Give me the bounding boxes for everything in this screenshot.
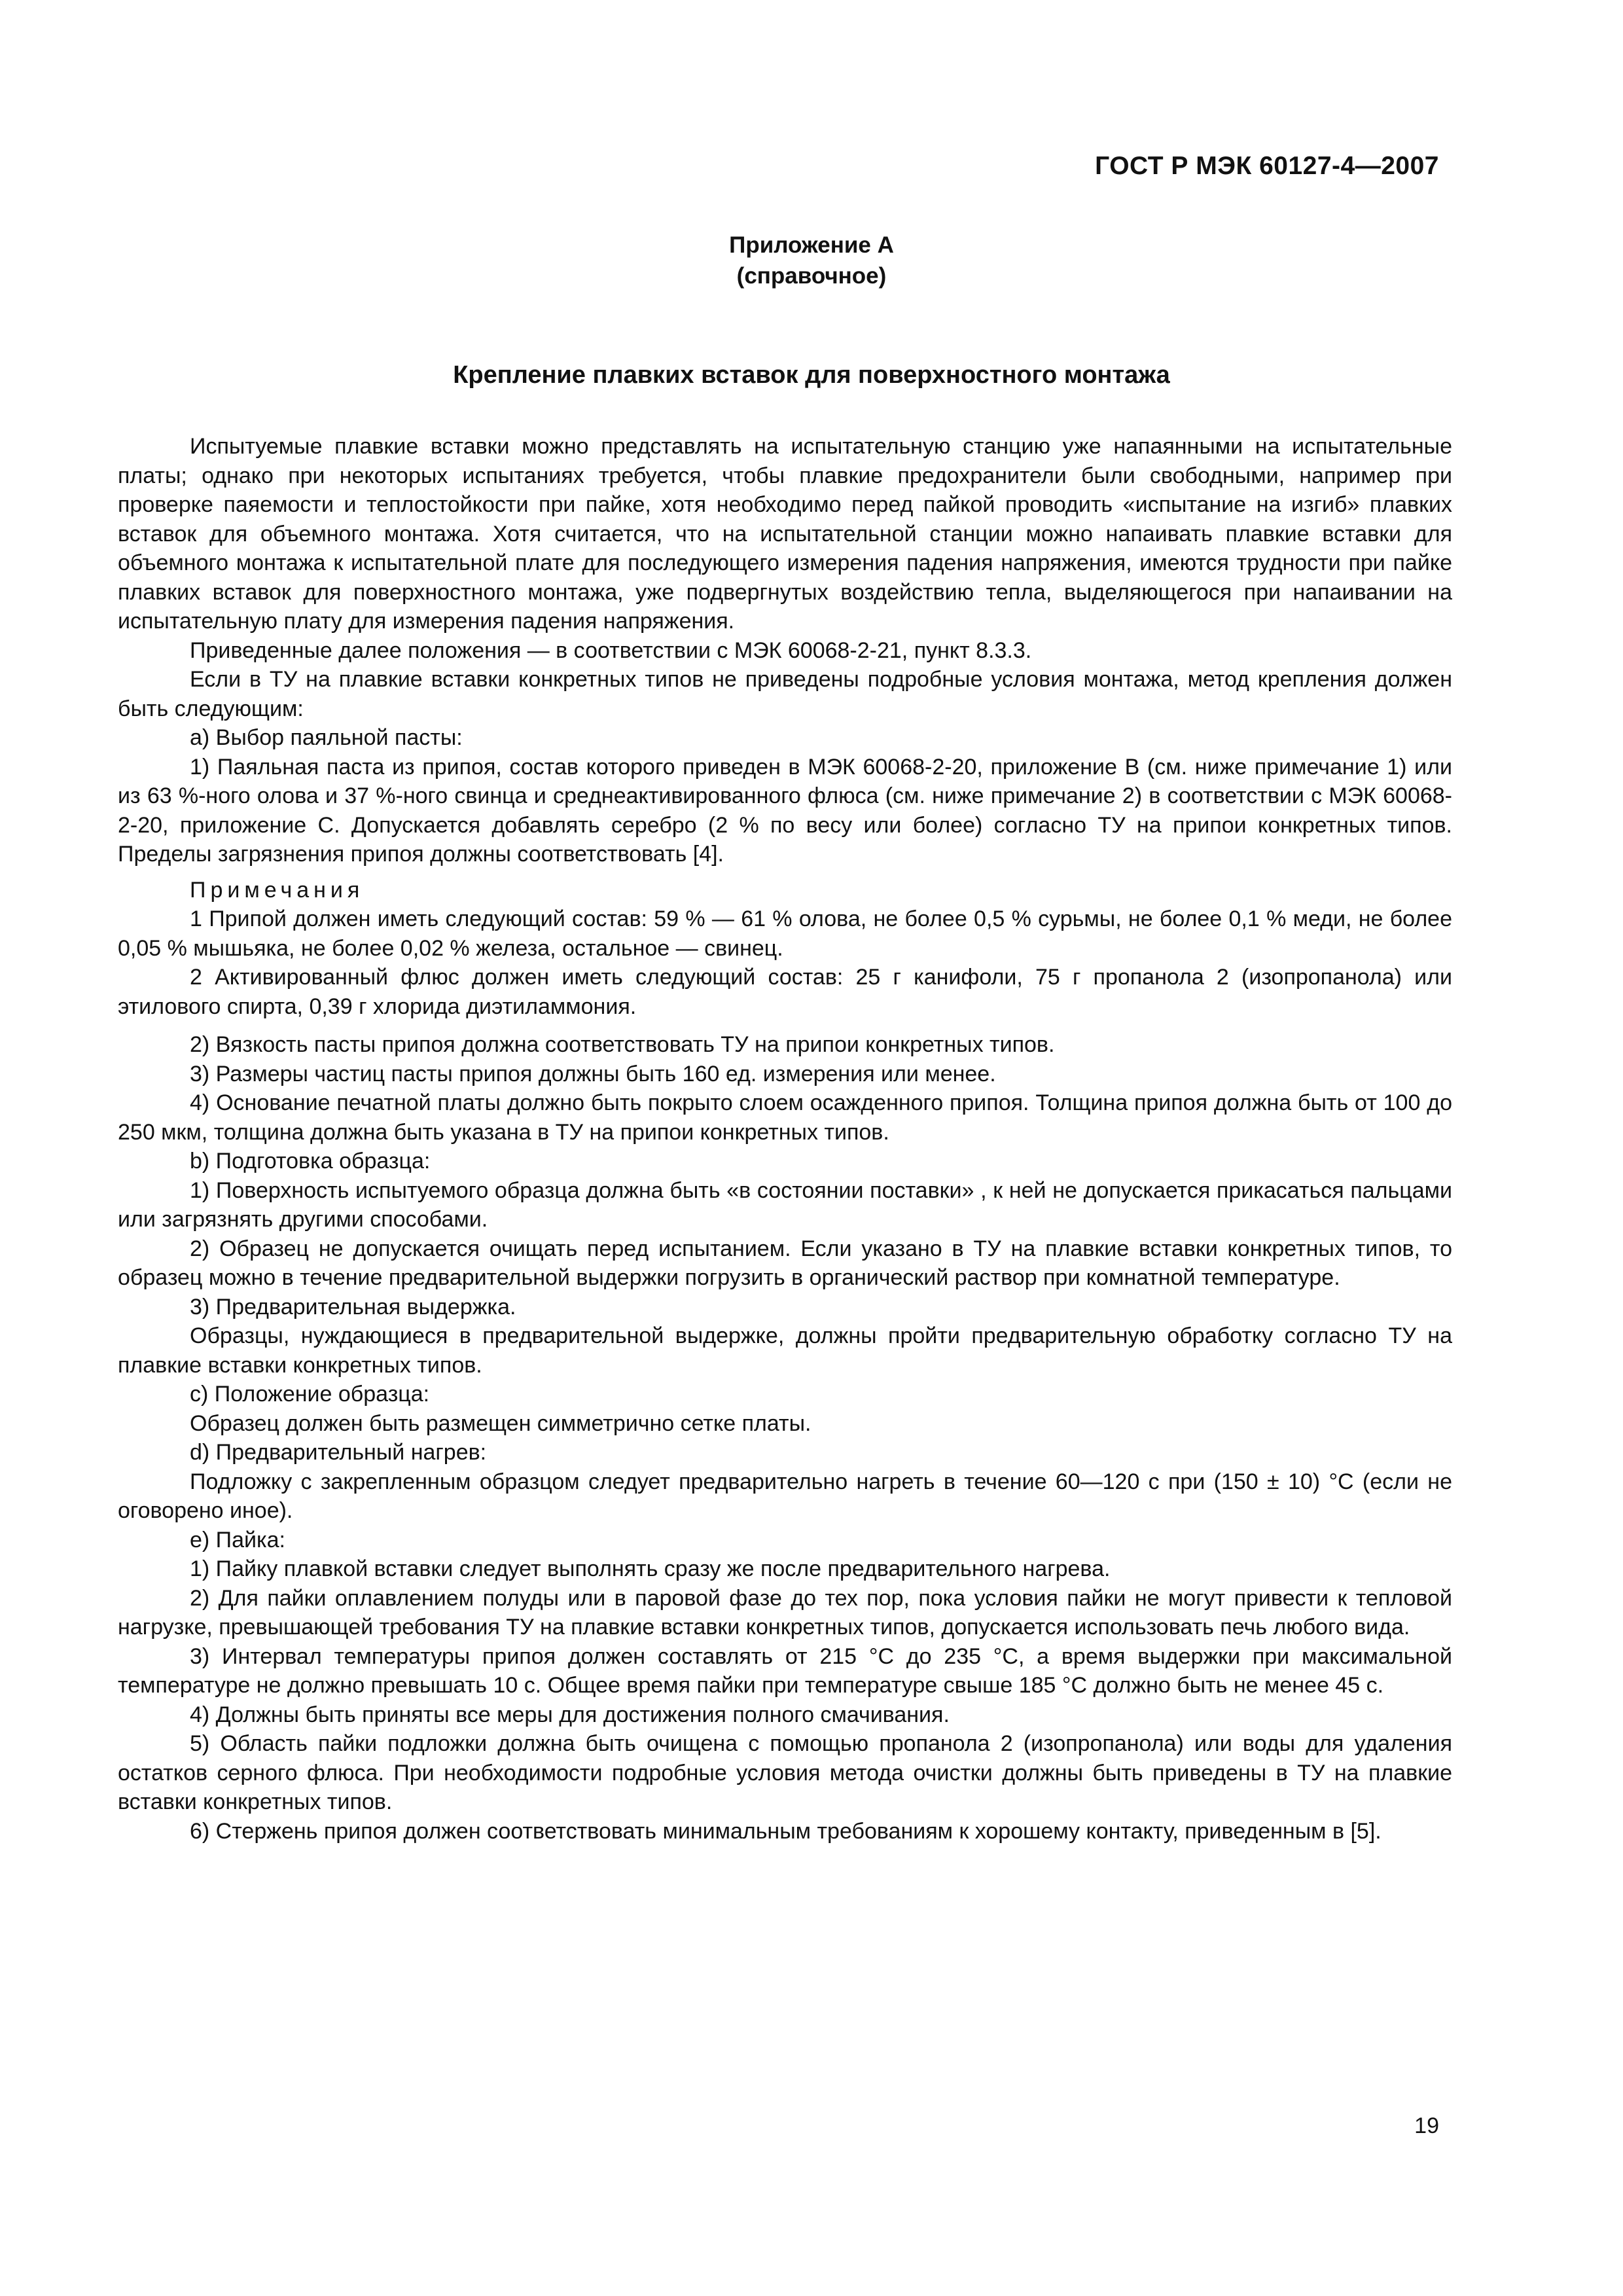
item-c-sample-position: c) Положение образца:: [190, 1382, 430, 1407]
item-b2: 2) Образец не допускается очищать перед испытанием. Если указано в ТУ на плавкие вставки конкретных типов, то образец можно в течение предварительной выдержки погрузить в органический раствор при комнатной температуре.: [118, 1236, 1452, 1290]
item-b-sample-prep: b) Подготовка образца:: [190, 1149, 431, 1174]
item-a-solder-paste: a) Выбор паяльной пасты:: [190, 725, 463, 750]
note-2: 2 Активированный флюс должен иметь следующий состав: 25 г канифоли, 75 г пропанола 2 (изопропанола) или этилового спирта, 0,39 г хлорида диэтиламмония.: [118, 965, 1452, 1019]
item-e4: 4) Должны быть приняты все меры для достижения полного смачивания.: [190, 1702, 950, 1727]
page-number: 19: [1414, 2113, 1439, 2138]
item-b1: 1) Поверхность испытуемого образца должна быть «в состоянии поставки» , к ней не допускается прикасаться пальцами или загрязнять другими способами.: [118, 1177, 1452, 1232]
item-d-preheat: d) Предварительный нагрев:: [190, 1440, 487, 1465]
section-title: Крепление плавких вставок для поверхностного монтажа: [453, 361, 1170, 389]
paragraph-provisions: Приведенные далее положения — в соответствии с МЭК 60068-2-21, пункт 8.3.3.: [190, 637, 1032, 663]
item-a1: 1) Паяльная паста из припоя, состав которого приведен в МЭК 60068-2-20, приложение В (см. ниже примечание 1) или из 63 %-ного олова и 37 %-ного свинца и среднеактивированного флюса (см. ниже примечание 2) в соответствии с МЭК 60068-2-20, приложение С. Допускается добавлять серебро (2 % по весу или более) согласно ТУ на припои конкретных типов. Пределы загрязнения припоя должны соответствовать [4].: [118, 754, 1452, 867]
item-e6: 6) Стержень припоя должен соответствовать минимальным требованиям к хорошему контакту, приведенным в [5].: [190, 1818, 1382, 1844]
item-e5: 5) Область пайки подложки должна быть очищена с помощью пропанола 2 (изопропанола) или воды для удаления остатков серного флюса. При необходимости подробные условия метода очистки должны быть приведены в ТУ на плавкие вставки конкретных типов.: [118, 1731, 1452, 1814]
body-text: [118, 432, 1452, 1846]
item-e3: 3) Интервал температуры припоя должен составлять от 215 °С до 235 °С, а время выдержки при максимальной температуре не должно превышать 10 с. Общее время пайки при температуре свыше 185 °С должно быть не менее 45 с.: [118, 1643, 1452, 1698]
item-e1: 1) Пайку плавкой вставки следует выполнять сразу же после предварительного нагрева.: [190, 1556, 1111, 1581]
paragraph-intro: Испытуемые плавкие вставки можно представлять на испытательную станцию уже напаянными на испытательные платы; однако при некоторых испытаниях требуется, чтобы плавкие предохранители были свободными, например при проверке паяемости и теплостойкости при пайке, хотя необходимо перед пайкой проводить «испытание на изгиб» плавких вставок для объемного монтажа. Хотя считается, что на испытательной станции можно напаивать плавкие вставки для объемного монтажа к испытательной плате для последующего измерения падения напряжения, имеются трудности при пайке плавких вставок для поверхностного монтажа, уже подвергнутых воздействию тепла, выделяющегося при напаивании на испытательную плату для измерения падения напряжения.: [118, 434, 1452, 634]
item-d-text: Подложку с закрепленным образцом следует предварительно нагреть в течение 60—120 с при (150 ± 10) °С (если не оговорено иное).: [118, 1469, 1452, 1523]
item-a3: 3) Размеры частиц пасты припоя должны быть 160 ед. измерения или менее.: [190, 1061, 996, 1086]
standard-code: ГОСТ Р МЭК 60127-4—2007: [1095, 152, 1439, 180]
note-1: 1 Припой должен иметь следующий состав: 59 % — 61 % олова, не более 0,5 % сурьмы, не более 0,1 % меди, не более 0,05 % мышьяка, не более 0,02 % железа, остальное — свинец.: [118, 906, 1452, 961]
paragraph-mounting-method: Если в ТУ на плавкие вставки конкретных типов не приведены подробные условия монтажа, метод крепления должен быть следующим:: [118, 667, 1452, 721]
item-c-text: Образец должен быть размещен симметрично сетке платы.: [190, 1410, 812, 1436]
annex-title: Приложение А: [729, 232, 894, 258]
item-a4: 4) Основание печатной платы должно быть покрыто слоем осажденного припоя. Толщина припоя должна быть от 100 до 250 мкм, толщина должна быть указана в ТУ на припои конкретных типов.: [118, 1090, 1452, 1145]
item-b3-text: Образцы, нуждающиеся в предварительной выдержке, должны пройти предварительную обработку согласно ТУ на плавкие вставки конкретных типов.: [118, 1323, 1452, 1378]
item-a2: 2) Вязкость пасты припоя должна соответствовать ТУ на припои конкретных типов.: [190, 1032, 1055, 1057]
item-e2: 2) Для пайки оплавлением полуды или в паровой фазе до тех пор, пока условия пайки не могут привести к тепловой нагрузке, превышающей требования ТУ на плавкие вставки конкретных типов, допускается использовать печь любого вида.: [118, 1585, 1452, 1640]
notes-heading: Примечания: [190, 877, 365, 903]
annex-type: (справочное): [736, 263, 887, 289]
item-e-soldering: e) Пайка:: [190, 1527, 285, 1552]
item-b3: 3) Предварительная выдержка.: [190, 1294, 516, 1319]
